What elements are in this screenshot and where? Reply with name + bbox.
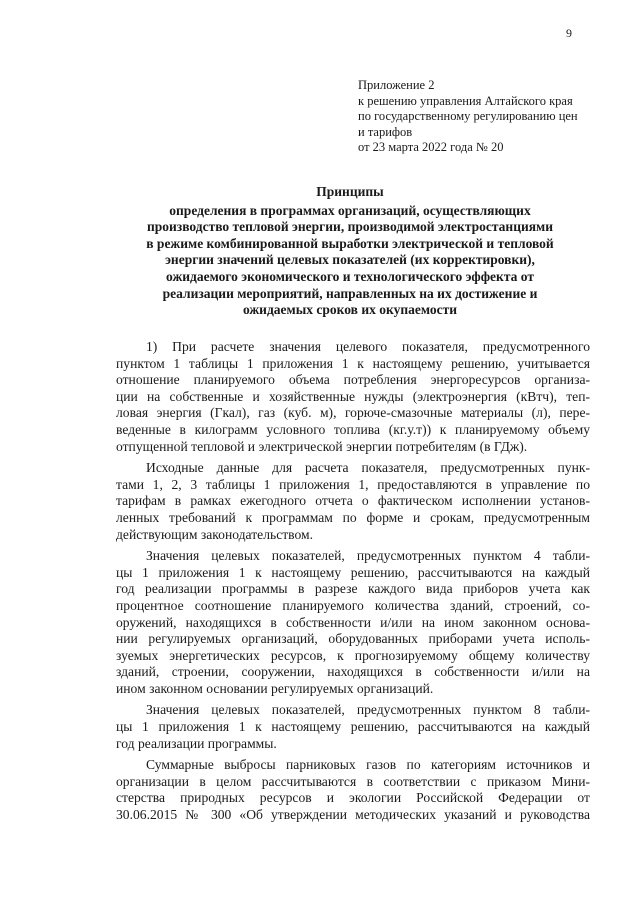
annex-line: к решению управления Алтайского края xyxy=(358,93,573,108)
text-line: 30.06.2015 № 300 «Об утверждении методических указаний и руководства xyxy=(116,807,590,823)
annex-line: и тарифов xyxy=(358,124,413,139)
text-line: ции на собственные и хозяйственные нужды (электроэнергия (кВтч), теп- xyxy=(116,388,590,404)
text-line: стерства природных ресурсов и экологии Российской Федерации от xyxy=(116,790,590,806)
text-line: процентное соотношение планируемого количества зданий, строений, со- xyxy=(116,597,590,613)
paragraph-4 xyxy=(116,702,590,752)
text-line: оружений, находящихся в собственности и/или на ином законном основа- xyxy=(116,614,590,630)
text-line: тарифам в рамках ежегодного отчета о фактическом исполнении установ- xyxy=(116,493,590,509)
text-line: Значения целевых показателей, предусмотренных пунктом 8 табли- xyxy=(146,702,590,718)
paragraph-2 xyxy=(116,460,590,543)
heading-line: в режиме комбинированной выработки электрической и тепловой xyxy=(146,235,554,251)
text-line: веденные в килограмм условного топлива (кг.у.т)) к планируемому объему xyxy=(116,421,590,437)
annex-line: по государственному регулированию цен xyxy=(358,109,578,123)
text-line: тами 1, 2, 3 таблицы 1 приложения 1, предоставляются в управление по xyxy=(116,476,590,492)
text-line: ловая энергия (Гкал), газ (куб. м), горюче-смазочные материалы (л), пере- xyxy=(116,405,590,421)
heading-line: ожидаемых сроков их окупаемости xyxy=(242,302,458,318)
heading-line: реализации мероприятий, направленных на их достижение и xyxy=(162,285,538,301)
paragraph-1 xyxy=(116,339,590,455)
annex-line: Приложение 2 xyxy=(358,78,435,92)
text-line: отпущенной тепловой и электрической энергии потребителям (в ГДж). xyxy=(116,438,528,454)
annex-line: от 23 марта 2022 года № 20 xyxy=(358,140,504,154)
text-line: зуемых энергетических ресурсов, к прогнозируемому общему количеству xyxy=(116,647,590,663)
text-line: действующим законодательством. xyxy=(116,526,314,542)
text-line: ленных требований к программам по форме и срокам, предусмотренным xyxy=(116,509,590,525)
document-heading xyxy=(100,184,600,319)
text-line: год реализации программы. xyxy=(116,735,277,751)
heading-line: ожидаемого экономического и технологического эффекта от xyxy=(166,268,534,284)
text-line: цы 1 приложения 1 к настоящему решению, рассчитываются на каждый xyxy=(116,719,590,735)
text-line: 1) При расчете значения целевого показателя, предусмотренного xyxy=(146,339,590,354)
text-line: организации в целом рассчитываются в соответствии с приказом Мини- xyxy=(116,773,590,789)
paragraph-5 xyxy=(116,757,590,823)
text-line: нии регулируемых организаций, оборудованных приборами учета исполь- xyxy=(116,631,590,647)
text-line: Суммарные выбросы парниковых газов по категориям источников и xyxy=(146,757,590,773)
paragraph-3 xyxy=(116,548,590,697)
body-text xyxy=(116,339,590,829)
heading-title: Принципы xyxy=(316,184,384,199)
heading-line: энергии значений целевых показателей (их корректировки), xyxy=(165,252,535,268)
text-line: ином законном основании регулируемых организаций. xyxy=(116,680,434,696)
page-number: 9 xyxy=(566,26,572,40)
text-line: Значения целевых показателей, предусмотренных пунктом 4 табли- xyxy=(146,548,590,564)
text-line: отношение планируемого объема потребления энергоресурсов организа- xyxy=(116,372,590,388)
text-line: год реализации программы в разрезе каждого вида приборов учета как xyxy=(116,581,590,597)
text-line: цы 1 приложения 1 к настоящему решению, рассчитываются на каждый xyxy=(116,564,590,580)
text-line: Исходные данные для расчета показателя, предусмотренных пунк- xyxy=(146,460,590,476)
heading-line: производство тепловой энергии, производимой электростанциями xyxy=(146,219,554,235)
text-line: пунктом 1 таблицы 1 приложения 1 к настоящему решению, учитывается xyxy=(116,355,590,371)
heading-line: определения в программах организаций, осуществляющих xyxy=(169,202,531,218)
text-line: зданий, строении, сооружении, находящихся в собственности и/или на xyxy=(116,664,590,680)
annex-block xyxy=(358,78,608,156)
